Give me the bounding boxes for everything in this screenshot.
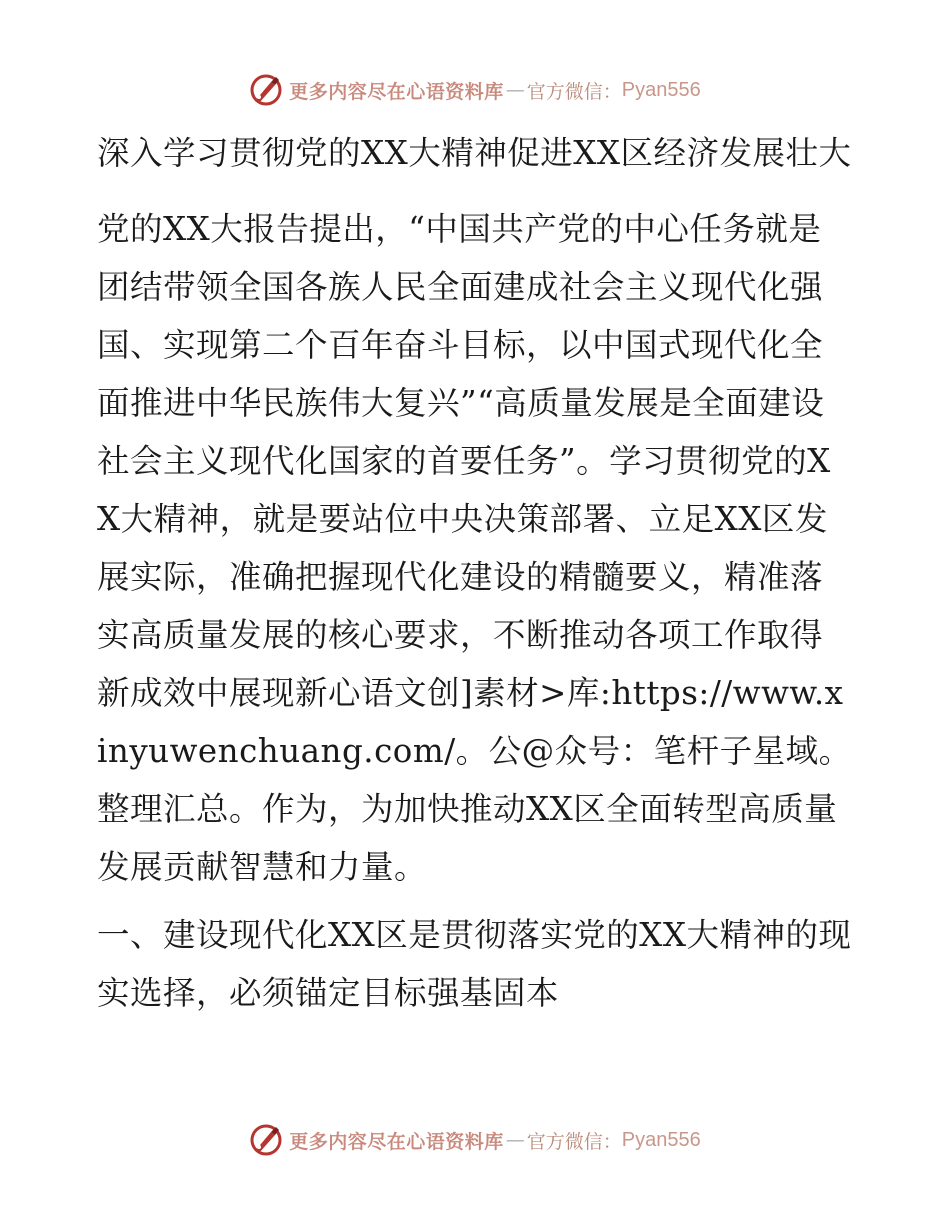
footer-banner [0,1120,950,1160]
pen-logo-icon [249,73,283,107]
banner-wechat-label: 官方微信： [526,1130,622,1153]
section-heading-1: 一、建设现代化XX区是贯彻落实党的XX大精神的现实选择，必须锚定目标强基固本 [97,916,852,1012]
banner-brand-text: 更多内容尽在心语资料库 [289,80,504,103]
banner-separator: — [505,1129,525,1151]
banner-wechat-id: Pyan556 [621,78,701,101]
banner-wechat-id: Pyan556 [621,1128,701,1151]
paragraph-intro: 党的XX大报告提出，“中国共产党的中心任务就是团结带领全国各族人民全面建成社会主义现代化强国、实现第二个百年奋斗目标，以中国式现代化全面推进中华民族伟大复兴”“高质量发展是全面建设社会主义现代化国家的首要任务”。学习贯彻党的XX大精神，就是要站位中央决策部署、立足XX区发展实际，准确把握现代化建设的精髓要义，精准落实高质量发展的核心要求，不断推动各项工作取得新成效中展现新心语文创]素材>库:https://www.xinyuwenchuang.com/。公@众号：笔杆子星域。整理汇总。作为，为加快推动XX区全面转型高质量发展贡献智慧和力量。 [97,210,852,886]
header-banner [0,70,950,110]
document-title: 深入学习贯彻党的XX大精神促进XX区经济发展壮大 [97,134,852,172]
banner-separator: — [505,79,525,101]
banner-brand-text: 更多内容尽在心语资料库 [289,1130,504,1153]
pen-logo-icon [249,1123,283,1157]
document-body [97,124,853,1032]
banner-wechat-label: 官方微信： [526,80,622,103]
